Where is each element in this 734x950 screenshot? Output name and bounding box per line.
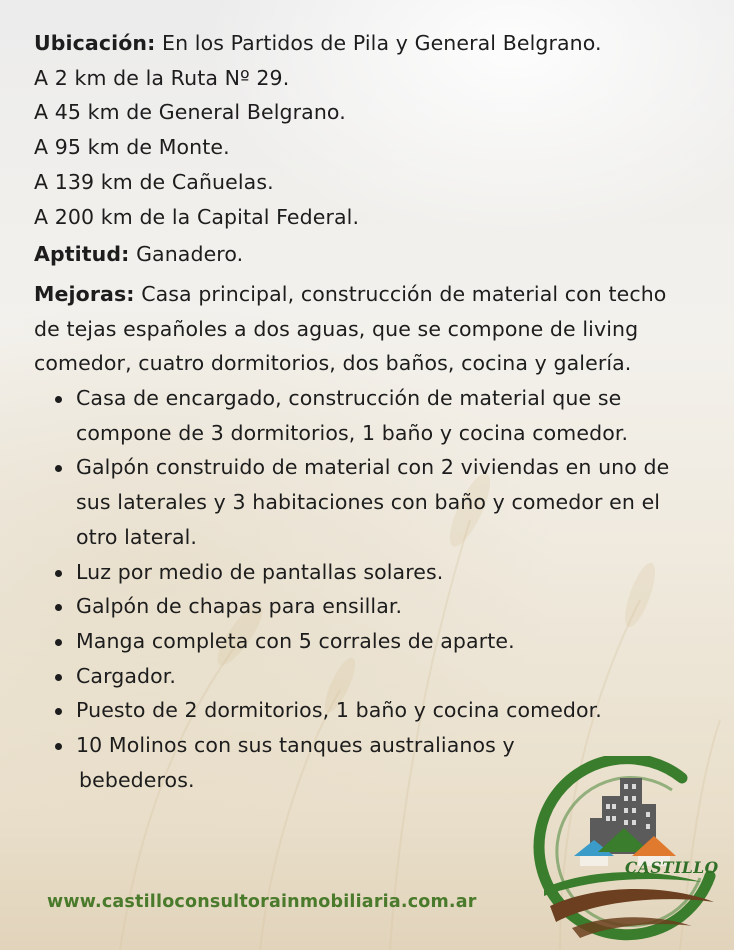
aptitud-text: Ganadero. <box>136 242 244 267</box>
distance-line: A 139 km de Cañuelas. <box>34 169 274 194</box>
list-item <box>34 659 714 694</box>
list-item <box>34 555 714 590</box>
mejoras-list <box>34 381 714 763</box>
ubicacion-label: Ubicación: <box>34 31 156 55</box>
list-item-text: Galpón de chapas para ensillar. <box>76 594 403 619</box>
aptitud-line <box>34 237 714 272</box>
distance-line: A 2 km de la Ruta Nº 29. <box>34 65 290 90</box>
logo-text: CASTILLO <box>625 858 719 877</box>
mejoras-intro: comedor, cuatro dormitorios, dos baños, cocina y galería. <box>34 351 632 376</box>
list-item-text: compone de 3 dormitorios, 1 baño y cocina comedor. <box>76 420 629 445</box>
list-item-text: Cargador. <box>76 663 177 688</box>
mejoras-intro: de tejas españoles a dos aguas, que se compone de living <box>34 316 639 341</box>
list-item-text: Casa de encargado, construcción de material que se <box>76 386 622 411</box>
list-item-text: Galpón construido de material con 2 viviendas en uno de <box>76 455 670 480</box>
list-item-text: Luz por medio de pantallas solares. <box>76 559 444 584</box>
list-item <box>34 450 714 554</box>
list-item-text: otro lateral. <box>76 524 198 549</box>
list-item <box>34 624 714 659</box>
distance-line: A 200 km de la Capital Federal. <box>34 204 360 229</box>
distance-line: A 45 km de General Belgrano. <box>34 100 346 125</box>
ubicacion-line <box>34 26 714 61</box>
list-item-continuation: bebederos. <box>79 767 195 792</box>
list-item-text: sus laterales y 3 habitaciones con baño y comedor en el <box>76 490 661 515</box>
website-link[interactable]: www.castilloconsultorainmobiliaria.com.ar <box>47 892 477 912</box>
list-item <box>34 693 714 728</box>
distance-line: A 95 km de Monte. <box>34 135 230 160</box>
list-item <box>34 589 714 624</box>
castillo-logo-icon <box>532 756 722 946</box>
list-item-text: Puesto de 2 dormitorios, 1 baño y cocina comedor. <box>76 698 602 723</box>
mejoras-label: Mejoras: <box>34 281 135 306</box>
list-item-text: Manga completa con 5 corrales de aparte. <box>76 628 515 653</box>
aptitud-label: Aptitud: <box>34 242 130 267</box>
mejoras-line <box>34 277 714 312</box>
property-description <box>34 26 714 797</box>
list-item <box>34 381 714 450</box>
mejoras-intro: Casa principal, construcción de material con techo <box>141 281 667 306</box>
list-item-text: 10 Molinos con sus tanques australianos y <box>76 733 515 758</box>
ubicacion-text: En los Partidos de Pila y General Belgrano. <box>162 31 602 55</box>
